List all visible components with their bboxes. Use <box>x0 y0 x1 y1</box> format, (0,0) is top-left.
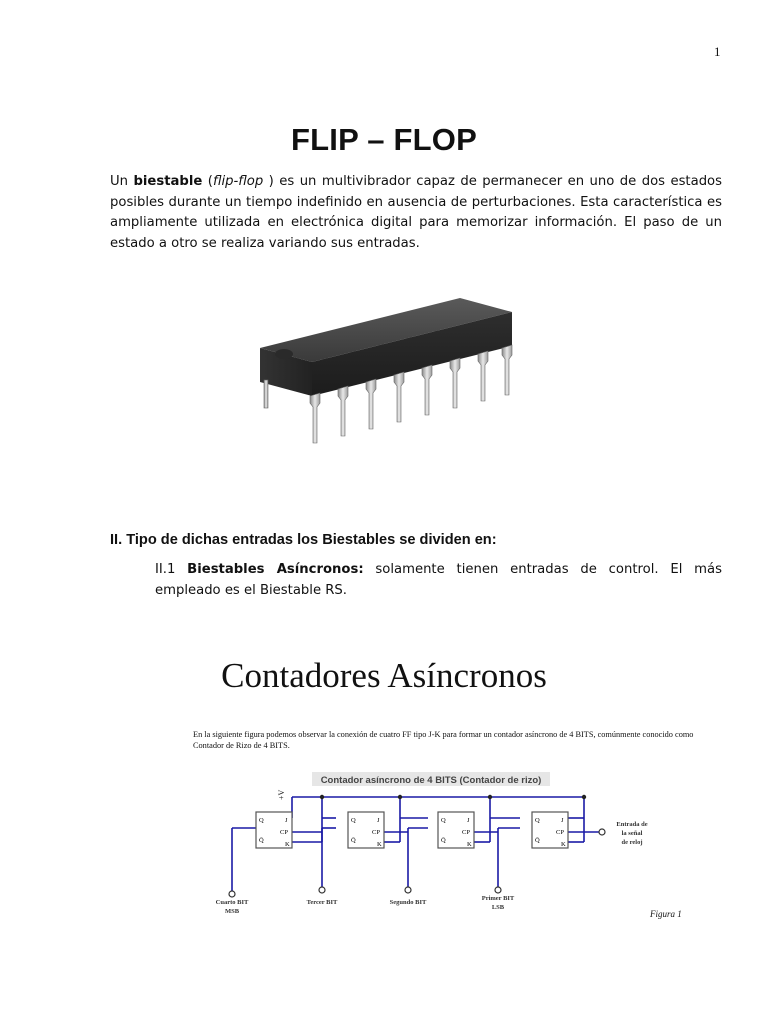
ff-k-label: K <box>467 841 472 848</box>
subsection-paragraph <box>155 560 722 601</box>
ff-qbar-label: Q̄ <box>259 837 264 844</box>
ff-qbar-label: Q̄ <box>351 837 356 844</box>
page-title: FLIP – FLOP <box>291 122 477 157</box>
intro-paren: ( <box>202 174 213 189</box>
ff-q-label: Q <box>535 817 540 824</box>
section-heading: II. Tipo de dichas entradas los Biestables se dividen en: <box>110 532 497 548</box>
ff-clk-label: CP <box>372 829 380 836</box>
subsection-bold: Biestables Asíncronos: <box>187 562 364 577</box>
bit-label-3: Tercer BIT <box>306 899 338 906</box>
flip-flop-3 <box>348 812 384 848</box>
ff-q-label: Q <box>441 817 446 824</box>
bit-label-2: Segundo BIT <box>389 899 427 906</box>
dip-16-ic-chip-icon <box>250 290 530 450</box>
intro-rest: ) es un multivibrador capaz de permanecer en uno de dos estados posibles durante un tiempo indefinido en ausencia de perturbaciones. Esta característica es ampliamente utilizada en electrónica digital para memorizar información. El paso de un estado a otro se realiza variando sus entradas. <box>110 174 722 251</box>
ff-k-label: K <box>561 841 566 848</box>
clock-label-line-2: la señal <box>621 830 643 837</box>
ff-qbar-label: Q̄ <box>535 837 540 844</box>
intro-bold-term: biestable <box>133 174 203 189</box>
bit-label-1-line-1: Primer BIT <box>481 895 515 902</box>
bit-label-4-line-2: MSB <box>224 908 240 915</box>
ff-k-label: K <box>285 841 290 848</box>
vcc-label: +V <box>277 789 286 800</box>
ff-q-label: Q <box>351 817 356 824</box>
flip-flop-1 <box>532 812 568 848</box>
bit-labels <box>216 895 515 915</box>
ff-k-label: K <box>377 841 382 848</box>
bit-label-1-line-2: LSB <box>491 904 505 911</box>
diagram-title: Contador asíncrono de 4 BITS (Contador de rizo) <box>320 775 542 786</box>
ff-q-label: Q <box>259 817 264 824</box>
flip-flop-2 <box>438 812 474 848</box>
subsection-number: II.1 <box>155 562 188 577</box>
ff-clk-label: CP <box>556 829 564 836</box>
clock-label-line-1: Entrada de <box>616 821 648 828</box>
intro-prefix: Un <box>110 174 134 189</box>
ff-qbar-label: Q̄ <box>441 837 446 844</box>
ff-j-label: J <box>285 817 288 824</box>
figure-caption: En la siguiente figura podemos observar la conexión de cuatro FF tipo J-K para formar un contador asíncrono de 4 BITS, comúnmente conocido como Contador de Rizo de 4 BITS. <box>193 730 694 750</box>
ff-j-label: J <box>377 817 380 824</box>
subsection-text: solamente tienen entradas de control. El más empleado es el Biestable RS. <box>155 562 722 598</box>
figure-label: Figura 1 <box>650 909 682 919</box>
ff-clk-label: CP <box>280 829 288 836</box>
ff-clk-label: CP <box>462 829 470 836</box>
ff-j-label: J <box>467 817 470 824</box>
bit-label-4-line-1: Cuarto BIT <box>215 899 249 906</box>
intro-italic-term: flip-flop <box>212 174 264 189</box>
ripple-counter-diagram <box>212 770 652 918</box>
flip-flop-4 <box>256 812 292 848</box>
clock-label-line-3: de reloj <box>621 839 643 846</box>
clock-input-label <box>616 821 647 846</box>
intro-paragraph <box>110 172 722 254</box>
page-number: 1 <box>714 44 721 59</box>
ff-j-label: J <box>561 817 564 824</box>
counters-title: Contadores Asíncronos <box>221 656 547 695</box>
